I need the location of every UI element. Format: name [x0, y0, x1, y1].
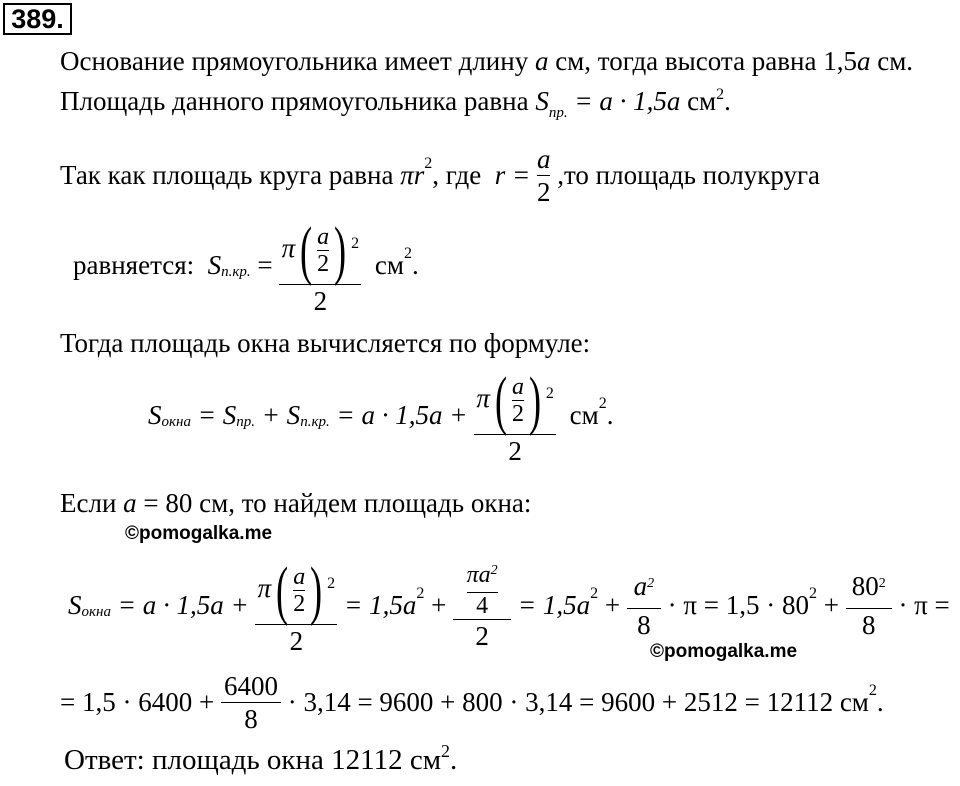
subscript-pr: пр.	[548, 105, 568, 121]
line-6-text-b: = 80 см, то найдем площадь окна:	[143, 488, 532, 518]
superscript-2: 2	[416, 585, 425, 602]
line-1-text: Основание прямоугольника имеет длину	[60, 46, 529, 76]
subscript-pr: пр.	[236, 414, 255, 430]
line-3	[60, 140, 820, 210]
superscript-2: 2	[590, 585, 599, 602]
numerator-a2	[627, 570, 661, 608]
answer-text: Ответ: площадь окна 12112 см	[64, 744, 442, 776]
left-paren: (	[300, 213, 313, 287]
pi: π	[281, 233, 296, 264]
pi-r: πr	[400, 160, 425, 190]
long-numerator-2	[453, 558, 511, 619]
line-6-text: Если	[60, 488, 117, 518]
superscript-2: 2	[351, 235, 360, 253]
superscript-2: 2	[441, 741, 451, 761]
inner-numerator: a	[293, 564, 306, 591]
inner-denominator: 4	[476, 593, 489, 620]
line-5: Тогда площадь окна вычисляется по формуле:	[60, 328, 591, 358]
semicircle-fraction	[279, 213, 361, 317]
long-eq-part-2: = 1,5a	[344, 590, 417, 620]
window-numerator	[474, 363, 556, 437]
superscript-2: 2	[647, 575, 655, 591]
denominator-8: 8	[637, 609, 651, 640]
right-paren: )	[528, 363, 541, 437]
period: .	[876, 687, 884, 717]
denominator: 2	[313, 285, 328, 316]
problem-number: 389.	[3, 3, 72, 35]
numerator-80	[846, 570, 892, 608]
right-paren: )	[334, 213, 347, 287]
superscript-2: 2	[868, 682, 877, 699]
plus-s: + S	[261, 400, 301, 430]
line-2-text: Площадь данного прямоугольника равна	[60, 86, 529, 116]
window-sum: = a · 1,5a +	[336, 400, 468, 430]
var-a: a	[534, 46, 549, 76]
unit-cm: см	[687, 86, 717, 116]
line-3-text-c: ,то площадь полукруга	[557, 160, 821, 190]
symbol-s: S	[148, 400, 162, 430]
long-fraction-1	[255, 553, 337, 657]
subscript-okna: окна	[81, 604, 111, 620]
equals: =	[257, 250, 273, 280]
line-2	[60, 86, 731, 121]
unit-cm: см	[374, 250, 404, 280]
period: .	[411, 250, 419, 280]
fraction-a-over-2	[537, 143, 551, 208]
period: .	[724, 86, 731, 116]
watermark-2: ©pomogalka.me	[650, 641, 798, 662]
superscript-2: 2	[545, 385, 554, 403]
var-a: a	[633, 570, 648, 601]
line-3-where: , где	[432, 160, 482, 190]
superscript-2: 2	[878, 575, 886, 591]
symbol-s: S	[207, 250, 222, 280]
answer	[64, 741, 458, 779]
inner-numerator: a	[317, 224, 330, 251]
superscript-2: 2	[808, 585, 817, 602]
final-computation	[60, 668, 884, 736]
superscript-2: 2	[716, 86, 725, 103]
denominator: 2	[536, 176, 551, 207]
denominator-8: 8	[861, 609, 876, 640]
plus: +	[823, 590, 839, 620]
pi-a: πa	[466, 562, 491, 589]
line-1-text-c: см.	[877, 46, 914, 76]
inner-fraction	[293, 564, 305, 617]
plus: +	[431, 590, 447, 620]
fraction-6400-8	[221, 670, 281, 735]
var-a: a	[123, 488, 137, 518]
left-paren: (	[494, 363, 507, 437]
inner-denominator: 2	[317, 251, 330, 278]
line-6	[60, 488, 531, 518]
long-fraction-2	[453, 558, 511, 652]
inner-fraction	[512, 374, 524, 427]
inner-denominator: 2	[511, 401, 524, 428]
eighty: 80	[851, 570, 879, 601]
final-part-1: = 1,5 · 6400 +	[60, 687, 215, 717]
denominator: 2	[289, 625, 304, 656]
symbol-s: S	[68, 590, 82, 620]
watermark-1: ©pomogalka.me	[125, 523, 273, 544]
final-part-2: · 3,14 = 9600 + 800 · 3,14 = 9600 + 2512 = 12112 см	[287, 687, 869, 717]
inner-numerator-pia2	[467, 562, 498, 592]
var-a: a	[856, 46, 871, 76]
inner-fraction-pia2	[467, 562, 498, 619]
inner-fraction	[317, 224, 329, 277]
equals-s: = S	[197, 400, 237, 430]
long-fraction-4	[846, 570, 892, 641]
line-1	[60, 46, 913, 76]
pi: π	[257, 573, 272, 604]
pi: π	[476, 383, 490, 414]
subscript-pkr: п.кр.	[300, 414, 330, 430]
window-formula	[148, 355, 614, 475]
inner-denominator: 2	[293, 591, 306, 618]
denominator: 2	[508, 435, 522, 466]
right-paren: )	[310, 553, 323, 627]
plus: +	[604, 590, 621, 620]
line-3-text: Так как площадь круга равна	[60, 160, 394, 190]
superscript-2: 2	[598, 395, 607, 412]
long-eq-part-1: = a · 1,5a +	[117, 590, 249, 620]
semicircle-numerator	[279, 213, 361, 287]
subscript-pkr: п.кр.	[221, 264, 251, 280]
times-pi-equals: · π =	[898, 590, 950, 620]
superscript-2: 2	[403, 245, 412, 262]
left-paren: (	[276, 553, 289, 627]
long-numerator-1	[255, 553, 337, 627]
superscript-2: 2	[424, 155, 433, 172]
long-computation	[68, 545, 950, 665]
window-fraction	[474, 363, 556, 467]
semicircle-formula	[73, 205, 419, 325]
unit-cm: см	[569, 400, 599, 430]
superscript-2: 2	[490, 563, 498, 579]
long-fraction-3	[627, 570, 661, 641]
subscript-okna: окна	[161, 414, 191, 430]
period: .	[450, 744, 458, 776]
line-4-text: равняется:	[73, 250, 195, 280]
inner-numerator: a	[511, 374, 524, 401]
numerator: a	[536, 143, 551, 174]
long-eq-part-3: = 1,5a	[517, 590, 591, 620]
numerator-6400: 6400	[223, 670, 278, 701]
period: .	[606, 400, 614, 430]
symbol-s: S	[535, 86, 549, 116]
superscript-2: 2	[327, 575, 336, 593]
denominator-8: 8	[244, 703, 258, 734]
rect-area-formula: = a · 1,5a	[574, 86, 681, 116]
times-pi: · π = 1,5 · 80	[667, 590, 809, 620]
line-1-text-b: см, тогда высота равна 1,5	[555, 46, 857, 76]
denominator: 2	[475, 621, 489, 652]
r-equals: r =	[494, 160, 531, 190]
